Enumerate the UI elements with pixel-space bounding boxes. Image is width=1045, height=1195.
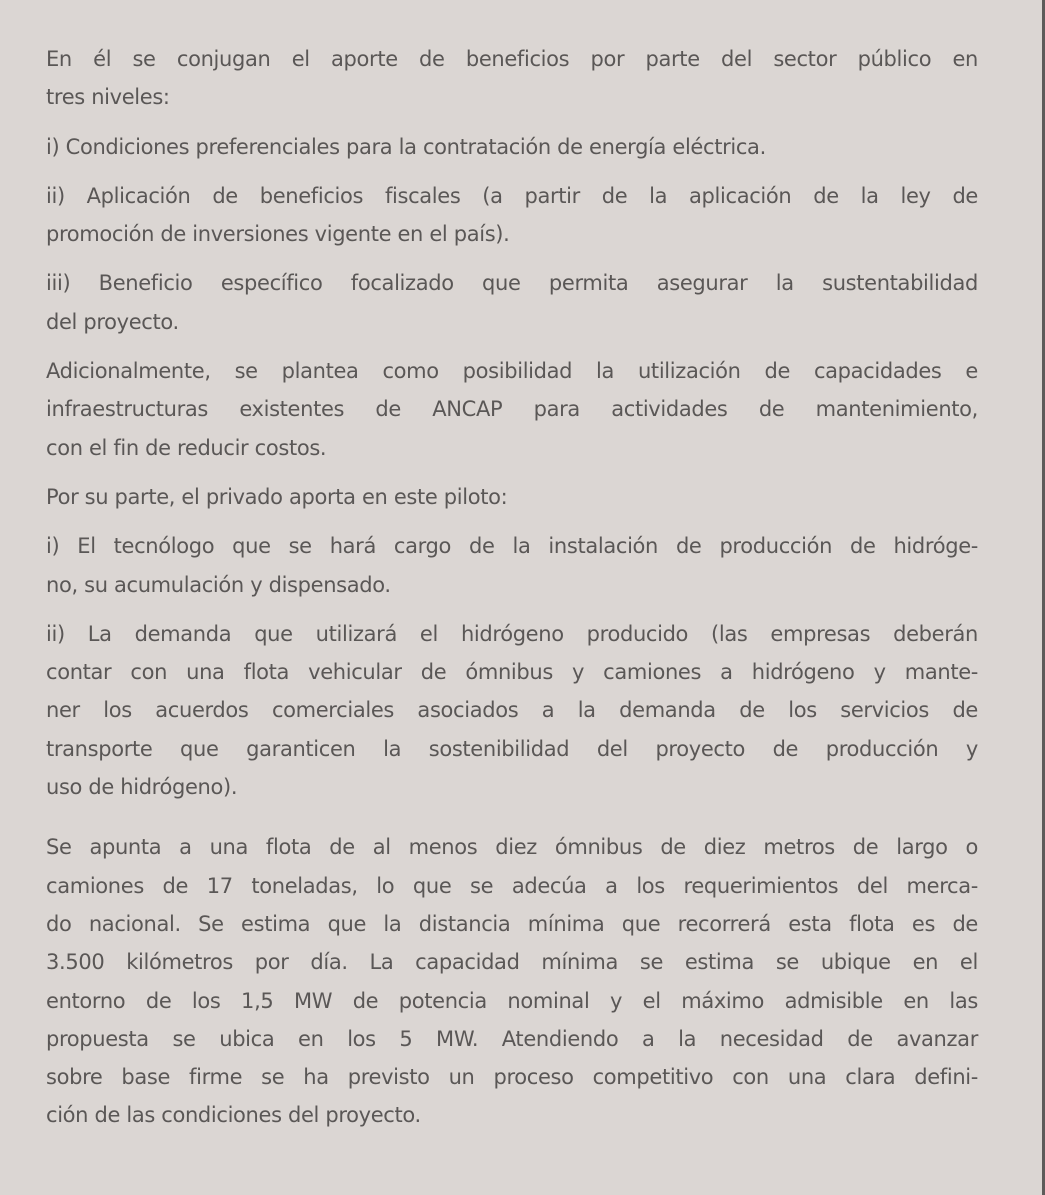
paragraph-private-1 <box>46 527 978 604</box>
text-line: propuesta se ubica en los 5 MW. Atendiendo a la necesidad de avanzar <box>46 1026 978 1051</box>
text-line: Por su parte, el privado aporta en este piloto: <box>46 484 508 509</box>
paragraph-additional <box>46 352 978 467</box>
document-body <box>46 40 978 1146</box>
text-line: ner los acuerdos comerciales asociados a la demanda de los servicios de <box>46 698 978 723</box>
paragraph-intro <box>46 40 978 117</box>
text-line: promoción de inversiones vigente en el país). <box>46 222 510 247</box>
text-line: i) Condiciones preferenciales para la contratación de energía eléctrica. <box>46 134 766 159</box>
text-line: transporte que garanticen la sostenibilidad del proyecto de producción y <box>46 736 978 761</box>
text-line: ii) La demanda que utilizará el hidrógeno producido (las empresas deberán <box>46 621 978 646</box>
paragraph-level-3 <box>46 264 978 341</box>
text-line: no, su acumulación y dispensado. <box>46 572 391 597</box>
text-line: Se apunta a una flota de al menos diez ómnibus de diez metros de largo o <box>46 835 978 860</box>
text-line: contar con una flota vehicular de ómnibus y camiones a hidrógeno y mante- <box>46 660 978 685</box>
text-line: infraestructuras existentes de ANCAP para actividades de mantenimiento, <box>46 397 978 422</box>
text-line: Adicionalmente, se plantea como posibilidad la utilización de capacidades e <box>46 359 978 384</box>
text-line: do nacional. Se estima que la distancia mínima que recorrerá esta flota es de <box>46 911 978 936</box>
paragraph-private-intro <box>46 478 978 516</box>
paragraph-level-2 <box>46 177 978 254</box>
text-line: ción de las condiciones del proyecto. <box>46 1103 421 1128</box>
text-line: ii) Aplicación de beneficios fiscales (a partir de la aplicación de la ley de <box>46 183 978 208</box>
paragraph-level-1 <box>46 128 978 166</box>
text-line: 3.500 kilómetros por día. La capacidad mínima se estima se ubique en el <box>46 950 978 975</box>
text-line: del proyecto. <box>46 309 179 334</box>
text-line: uso de hidrógeno). <box>46 775 238 800</box>
paragraph-fleet <box>46 828 978 1134</box>
text-line: i) El tecnólogo que se hará cargo de la instalación de producción de hidróge- <box>46 534 978 559</box>
text-line: con el fin de reducir costos. <box>46 435 327 460</box>
text-line: tres niveles: <box>46 85 170 110</box>
text-line: iii) Beneficio específico focalizado que permita asegurar la sustentabilidad <box>46 271 978 296</box>
text-line: sobre base firme se ha previsto un proceso competitivo con una clara defini- <box>46 1065 978 1090</box>
text-line: entorno de los 1,5 MW de potencia nominal y el máximo admisible en las <box>46 988 978 1013</box>
text-line: En él se conjugan el aporte de beneficios por parte del sector público en <box>46 47 978 71</box>
text-line: camiones de 17 toneladas, lo que se adecúa a los requerimientos del merca- <box>46 873 978 898</box>
paragraph-private-2 <box>46 615 978 806</box>
